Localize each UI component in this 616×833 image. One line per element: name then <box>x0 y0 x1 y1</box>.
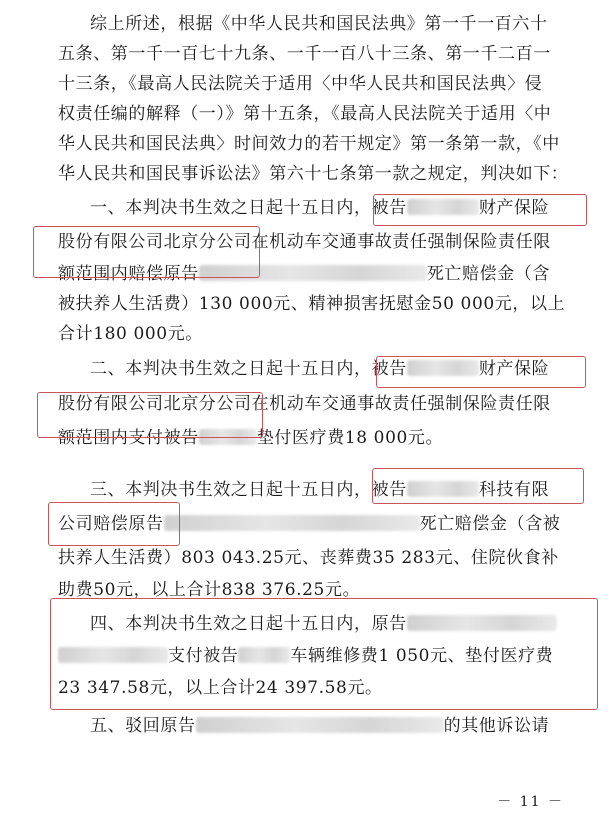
text-line-22: 五、驳回原告 的其他诉讼请 <box>90 716 550 736</box>
text-line-3: 十三条，《最高人民法院关于适用〈中华人民共和国民法典〉侵 <box>58 74 543 94</box>
text-line-14: 额范围内支付被告 垫付医疗费18 000元。 <box>58 428 444 448</box>
text-line-9: 额范围内赔偿原告 死亡赔偿金（含 <box>58 264 551 284</box>
text-line-20: 支付被告 车辆维修费1 050元、垫付医疗费 <box>58 644 553 668</box>
text-line-13: 股份有限公司北京分公司在机动车交通事故责任强制保险责任限 <box>58 394 551 414</box>
text-line-6: 华人民共和国民事诉讼法》第六十七条第一款之规定，判决如下： <box>58 164 569 184</box>
text-line-16: 公司赔偿原告 死亡赔偿金（含被 <box>58 514 561 534</box>
text-line-8: 股份有限公司北京分公司在机动车交通事故责任强制保险责任限 <box>58 232 551 252</box>
text-line-19: 四、本判决书生效之日起十五日内，原告 <box>90 612 557 636</box>
page-number: － 11 － <box>497 794 564 810</box>
text-line-21: 23 347.58元，以上合计24 397.58元。 <box>58 678 383 698</box>
text-line-4: 权责任编的解释（一）》第十五条，《最高人民法院关于适用〈中 <box>58 104 552 124</box>
text-line-1: 综上所述，根据《中华人民共和国民法典》第一千一百六十 <box>90 14 548 34</box>
text-line-2: 五条、第一千一百七十九条、一千一百八十三条、第一千二百一 <box>58 44 551 64</box>
text-line-18: 助费50元，以上合计838 376.25元。 <box>58 580 361 600</box>
text-line-5: 华人民共和国民法典〉时间效力的若干规定》第一条第一款，《中 <box>58 134 560 154</box>
text-line-7: 一、本判决书生效之日起十五日内，被告 财产保险 <box>90 198 550 218</box>
text-line-15: 三、本判决书生效之日起十五日内，被告 科技有限 <box>90 480 550 500</box>
text-line-17: 扶养人生活费）803 043.25元、丧葬费35 283元、住院伙食补 <box>58 548 559 568</box>
text-line-11: 合计180 000元。 <box>58 324 203 344</box>
text-line-10: 被扶养人生活费）130 000元、精神损害抚慰金50 000元，以上 <box>58 294 566 314</box>
text-line-12: 二、本判决书生效之日起十五日内，被告 财产保险 <box>90 359 550 379</box>
